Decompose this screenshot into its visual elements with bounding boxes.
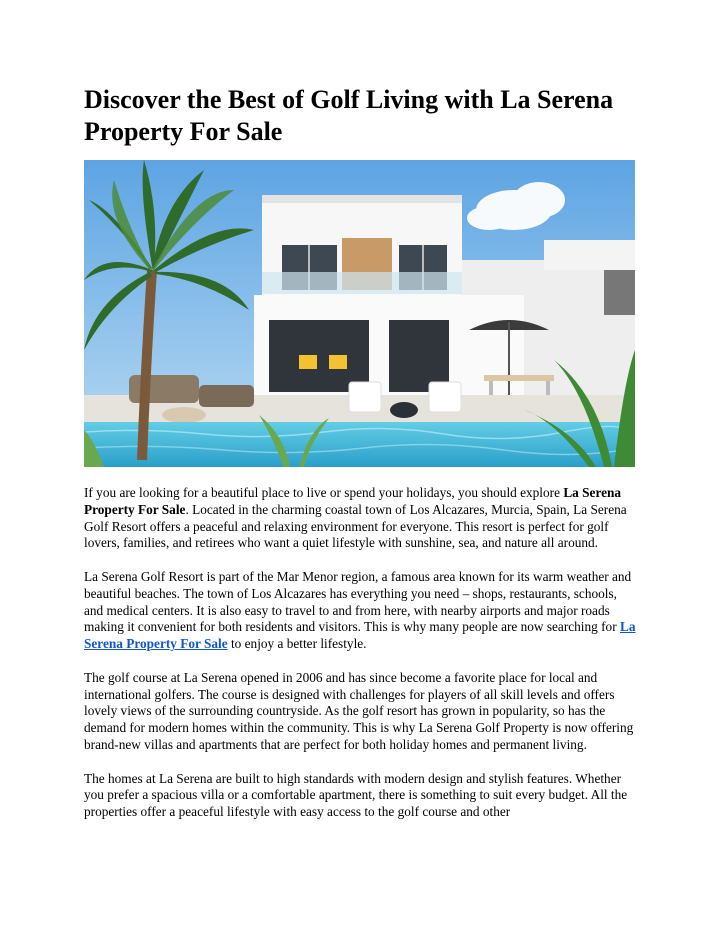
- page-title: Discover the Best of Golf Living with La Serena Property For Sale: [84, 85, 614, 146]
- paragraph-2-text-end: to enjoy a better lifestyle.: [227, 636, 367, 652]
- paragraph-1-text-end: . Located in the charming coastal town of Los Alcazares, Murcia, Spain, La Serena Golf Resort offers a peaceful and relaxing environment for everyone. This resort is perfect for golf lovers, families, and retirees who want a quiet lifestyle with sunshine, sea, and nature all around.: [84, 501, 627, 551]
- paragraph-2-text-start: La Serena Golf Resort is part of the Mar Menor region, a famous area known for its warm weather and beautiful beaches. The town of Los Alcazares has everything you need – shops, restaurants, schools, and medical centers. It is also easy to travel to and from here, with nearby airports and major roads making it convenient for both residents and visitors. This is why many people are now searching for: [84, 568, 632, 635]
- villa-illustration: [84, 160, 635, 467]
- hero-image-villa-with-pool: [84, 160, 635, 467]
- la-serena-property-link[interactable]: La Serena Property For Sale: [84, 619, 636, 652]
- paragraph-3: The golf course at La Serena opened in 2006 and has since become a favorite place for local and international golfers. The course is designed with challenges for players of all skill levels and offers lovely views of the surrounding countryside. As the golf resort has grown in popularity, so has the demand for modern homes within the community. This is why La Serena Golf Property is now offering brand-new villas and apartments that are perfect for both holiday homes and permanent living.: [84, 669, 634, 752]
- paragraph-1: [84, 485, 637, 552]
- article-body: [84, 485, 637, 838]
- paragraph-1-text-start: If you are looking for a beautiful place to live or spend your holidays, you should explore: [84, 485, 564, 500]
- bold-keyword: La Serena Property For Sale: [84, 485, 622, 517]
- paragraph-2: [84, 569, 637, 653]
- paragraph-4: The homes at La Serena are built to high standards with modern design and stylish features. Whether you prefer a spacious villa or a comfortable apartment, there is something to suit every budget. All the properties offer a peaceful lifestyle with easy access to the golf course and other: [84, 770, 628, 820]
